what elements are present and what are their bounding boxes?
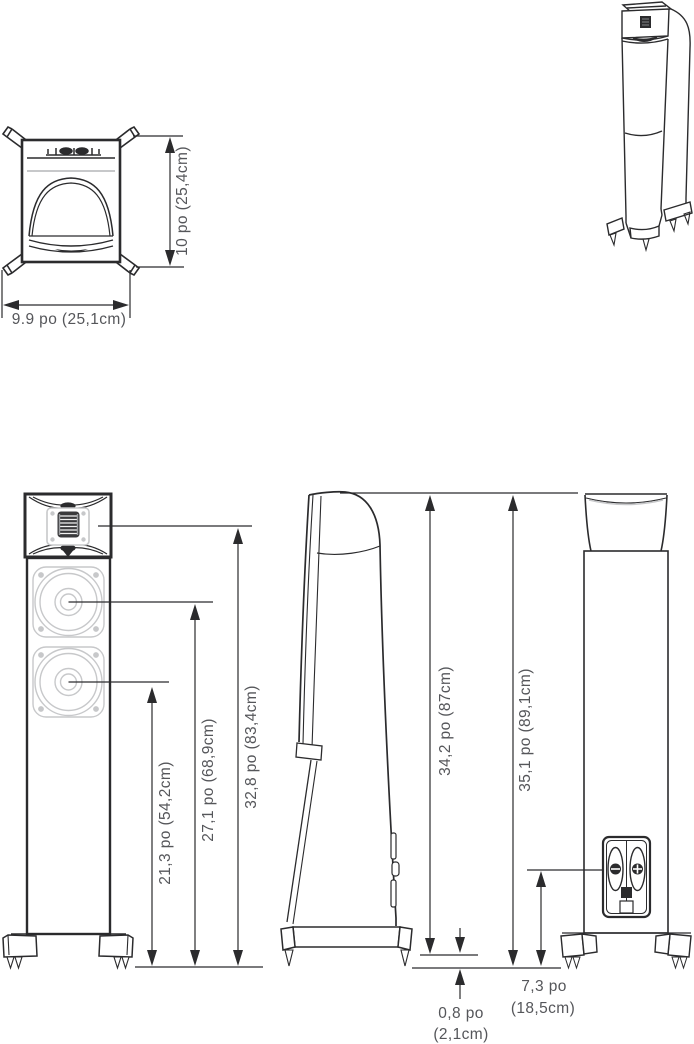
side-terminal-edge — [391, 833, 399, 907]
rear-terminal-label-inches: 7,3 po — [521, 978, 567, 995]
front-dimensions — [135, 528, 263, 967]
side-height-label: 34,2 po (87cm) — [437, 666, 454, 776]
front-lower-woofer-label: 21,3 po (54,2cm) — [157, 761, 174, 885]
top-view — [2, 127, 191, 328]
top-height-label: 10 po (25,4cm) — [174, 146, 191, 256]
front-tweeter-label: 32,8 po (83,4cm) — [243, 685, 260, 809]
rear-terminal-cup — [603, 837, 650, 917]
rear-feet — [561, 934, 691, 968]
rear-view — [508, 494, 691, 1017]
rear-terminal-label-cm: (18,5cm) — [510, 1000, 576, 1017]
side-clearance-label-inches: 0,8 po — [438, 1005, 484, 1022]
front-tweeter — [47, 508, 89, 545]
side-clearance-label-cm: (2,1cm) — [433, 1026, 489, 1043]
side-foot — [281, 927, 412, 966]
front-view — [3, 494, 263, 968]
top-width-label: 9.9 po (25,1cm) — [11, 311, 127, 328]
front-upper-woofer-label: 27,1 po (68,9cm) — [200, 718, 217, 842]
front-feet — [3, 934, 133, 968]
rear-height-label: 35,1 po (89,1cm) — [517, 668, 534, 792]
perspective-view — [607, 2, 692, 250]
top-view-width-dimension — [2, 270, 130, 328]
top-view-height-dimension — [133, 136, 191, 267]
front-cabinet — [27, 558, 110, 934]
